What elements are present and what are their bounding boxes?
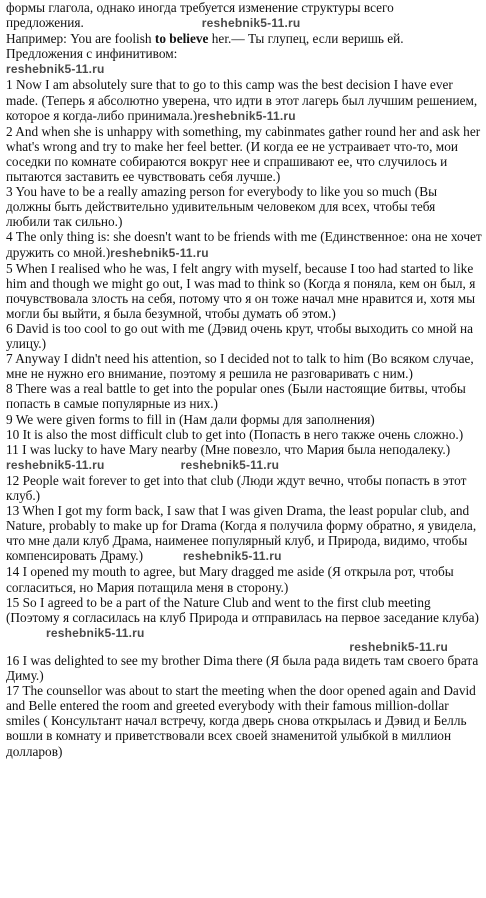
watermark: reshebnik5-11.ru <box>110 245 209 260</box>
item-text: 13 When I got my form back, I saw that I was given Drama, the least popular club, and Nature, probably to make up for Drama (Когда я получила форму обратно, я увидела, что мне дали клуб Драма, наименее популярный клуб, и Природа, видимо, чтобы компенсировать Драму.) <box>6 503 477 564</box>
watermark: reshebnik5-11.ru <box>6 457 105 472</box>
example-suffix: her.— Ты глупец, если веришь ей. <box>208 31 404 47</box>
item-7: 7 Anyway I didn't need his attention, so I decided not to talk to him (Во всяком случае, мне не нужно его внимание, поэтому я решила не разговаривать с ним.) <box>6 351 474 382</box>
example-prefix: Например: You are foolish <box>6 31 155 47</box>
item-17: 17 The counsellor was about to start the meeting when the door opened again and David and Belle entered the room and greeted everybody with their famous million-dollar smiles ( Консультант начал встречу, когда дверь снова открылась и Дэвид и Белль вошли в комнату и приветствовали всех своей знаменитой улыбкой в миллион долларов) <box>6 683 476 759</box>
intro-line-1: формы глагола, однако иногда требуется изменение структуры всего <box>6 0 394 15</box>
item-11 <box>6 442 482 473</box>
item-6: 6 David is too cool to go out with me (Дэвид очень крут, чтобы выходить со мной на улицу.) <box>6 320 473 352</box>
item-15 <box>6 595 482 641</box>
watermark: reshebnik5-11.ru <box>46 625 145 640</box>
item-14: 14 I opened my mouth to agree, but Mary dragged me aside (Я открыла рот, чтобы согласиться, но Мария потащила меня в сторону.) <box>6 564 454 595</box>
item-text: 4 The only thing is: she doesn't want to be friends with me (Единственное: она не хочет дружить со мной.) <box>6 229 482 260</box>
item-3: 3 You have to be a really amazing person for everybody to like you so much (Вы должны быть действительно удивительным человеком для всех, чтобы тебя любили так сильно.) <box>6 184 438 230</box>
watermark: reshebnik5-11.ru <box>197 108 296 123</box>
intro-line-2: предложения. <box>6 15 84 31</box>
watermark: reshebnik5-11.ru <box>6 62 105 77</box>
item-text: 15 So I agreed to be a part of the Nature Club and went to the first club meeting (Поэтому я согласилась на клуб Природа и отправилась на первое заседание клуба) <box>6 594 479 625</box>
item-1 <box>6 77 482 123</box>
watermark: reshebnik5-11.ru <box>183 549 282 564</box>
item-2: 2 And when she is unhappy with something, my cabinmates gather round her and ask her what's wrong and try to make her feel better. (И когда ее не устраивает что-то, мои соседки по комнате собираются вокруг нее и спрашивают ее, что случилось и пытаются заставить ее чувствовать себя лучше.) <box>6 123 481 185</box>
item-12: 12 People wait forever to get into that club (Люди ждут вечно, чтобы попасть в этот клуб.) <box>6 472 467 503</box>
example-bold: to believe <box>154 31 209 47</box>
item-text: 1 Now I am absolutely sure that to go to this camp was the best decision I have ever made. (Теперь я абсолютно уверена, что идти в этот лагерь был лучшим решением, которое я когда-либо принимала.) <box>6 77 478 123</box>
infinitive-heading: Предложения с инфинитивом: <box>6 46 178 62</box>
watermark: reshebnik5-11.ru <box>349 639 448 654</box>
item-16: 16 I was delighted to see my brother Dima there (Я была рада видеть там своего брата Диму.) <box>6 652 479 684</box>
intro-paragraph <box>6 0 482 31</box>
watermark-line <box>6 61 482 77</box>
item-4 <box>6 229 482 260</box>
item-9: 9 We were given forms to fill in (Нам дали формы для заполнения) <box>6 411 375 427</box>
item-text: 11 I was lucky to have Mary nearby (Мне повезло, что Мария была неподалеку.) <box>6 441 451 457</box>
item-10: 10 It is also the most difficult club to get into (Попасть в него также очень сложно.) <box>6 426 464 442</box>
watermark: reshebnik5-11.ru <box>180 457 280 472</box>
example-sentence <box>6 31 482 46</box>
watermark-line <box>6 641 482 653</box>
item-5: 5 When I realised who he was, I felt angry with myself, because I too had started to like him and though we might go out, I was mad to think so (Когда я поняла, кем он был, я почувствовала злость на себя, потому что я он тоже начал мне нравится и, хотя мы могли бы выйти, я была безумной, чтобы думать об этом.) <box>6 260 476 321</box>
item-13 <box>6 503 482 564</box>
document-body <box>6 0 482 759</box>
watermark: reshebnik5-11.ru <box>201 16 301 31</box>
item-8: 8 There was a real battle to get into the popular ones (Были настоящие битвы, чтобы попасть в самые популярные из них.) <box>6 381 466 412</box>
